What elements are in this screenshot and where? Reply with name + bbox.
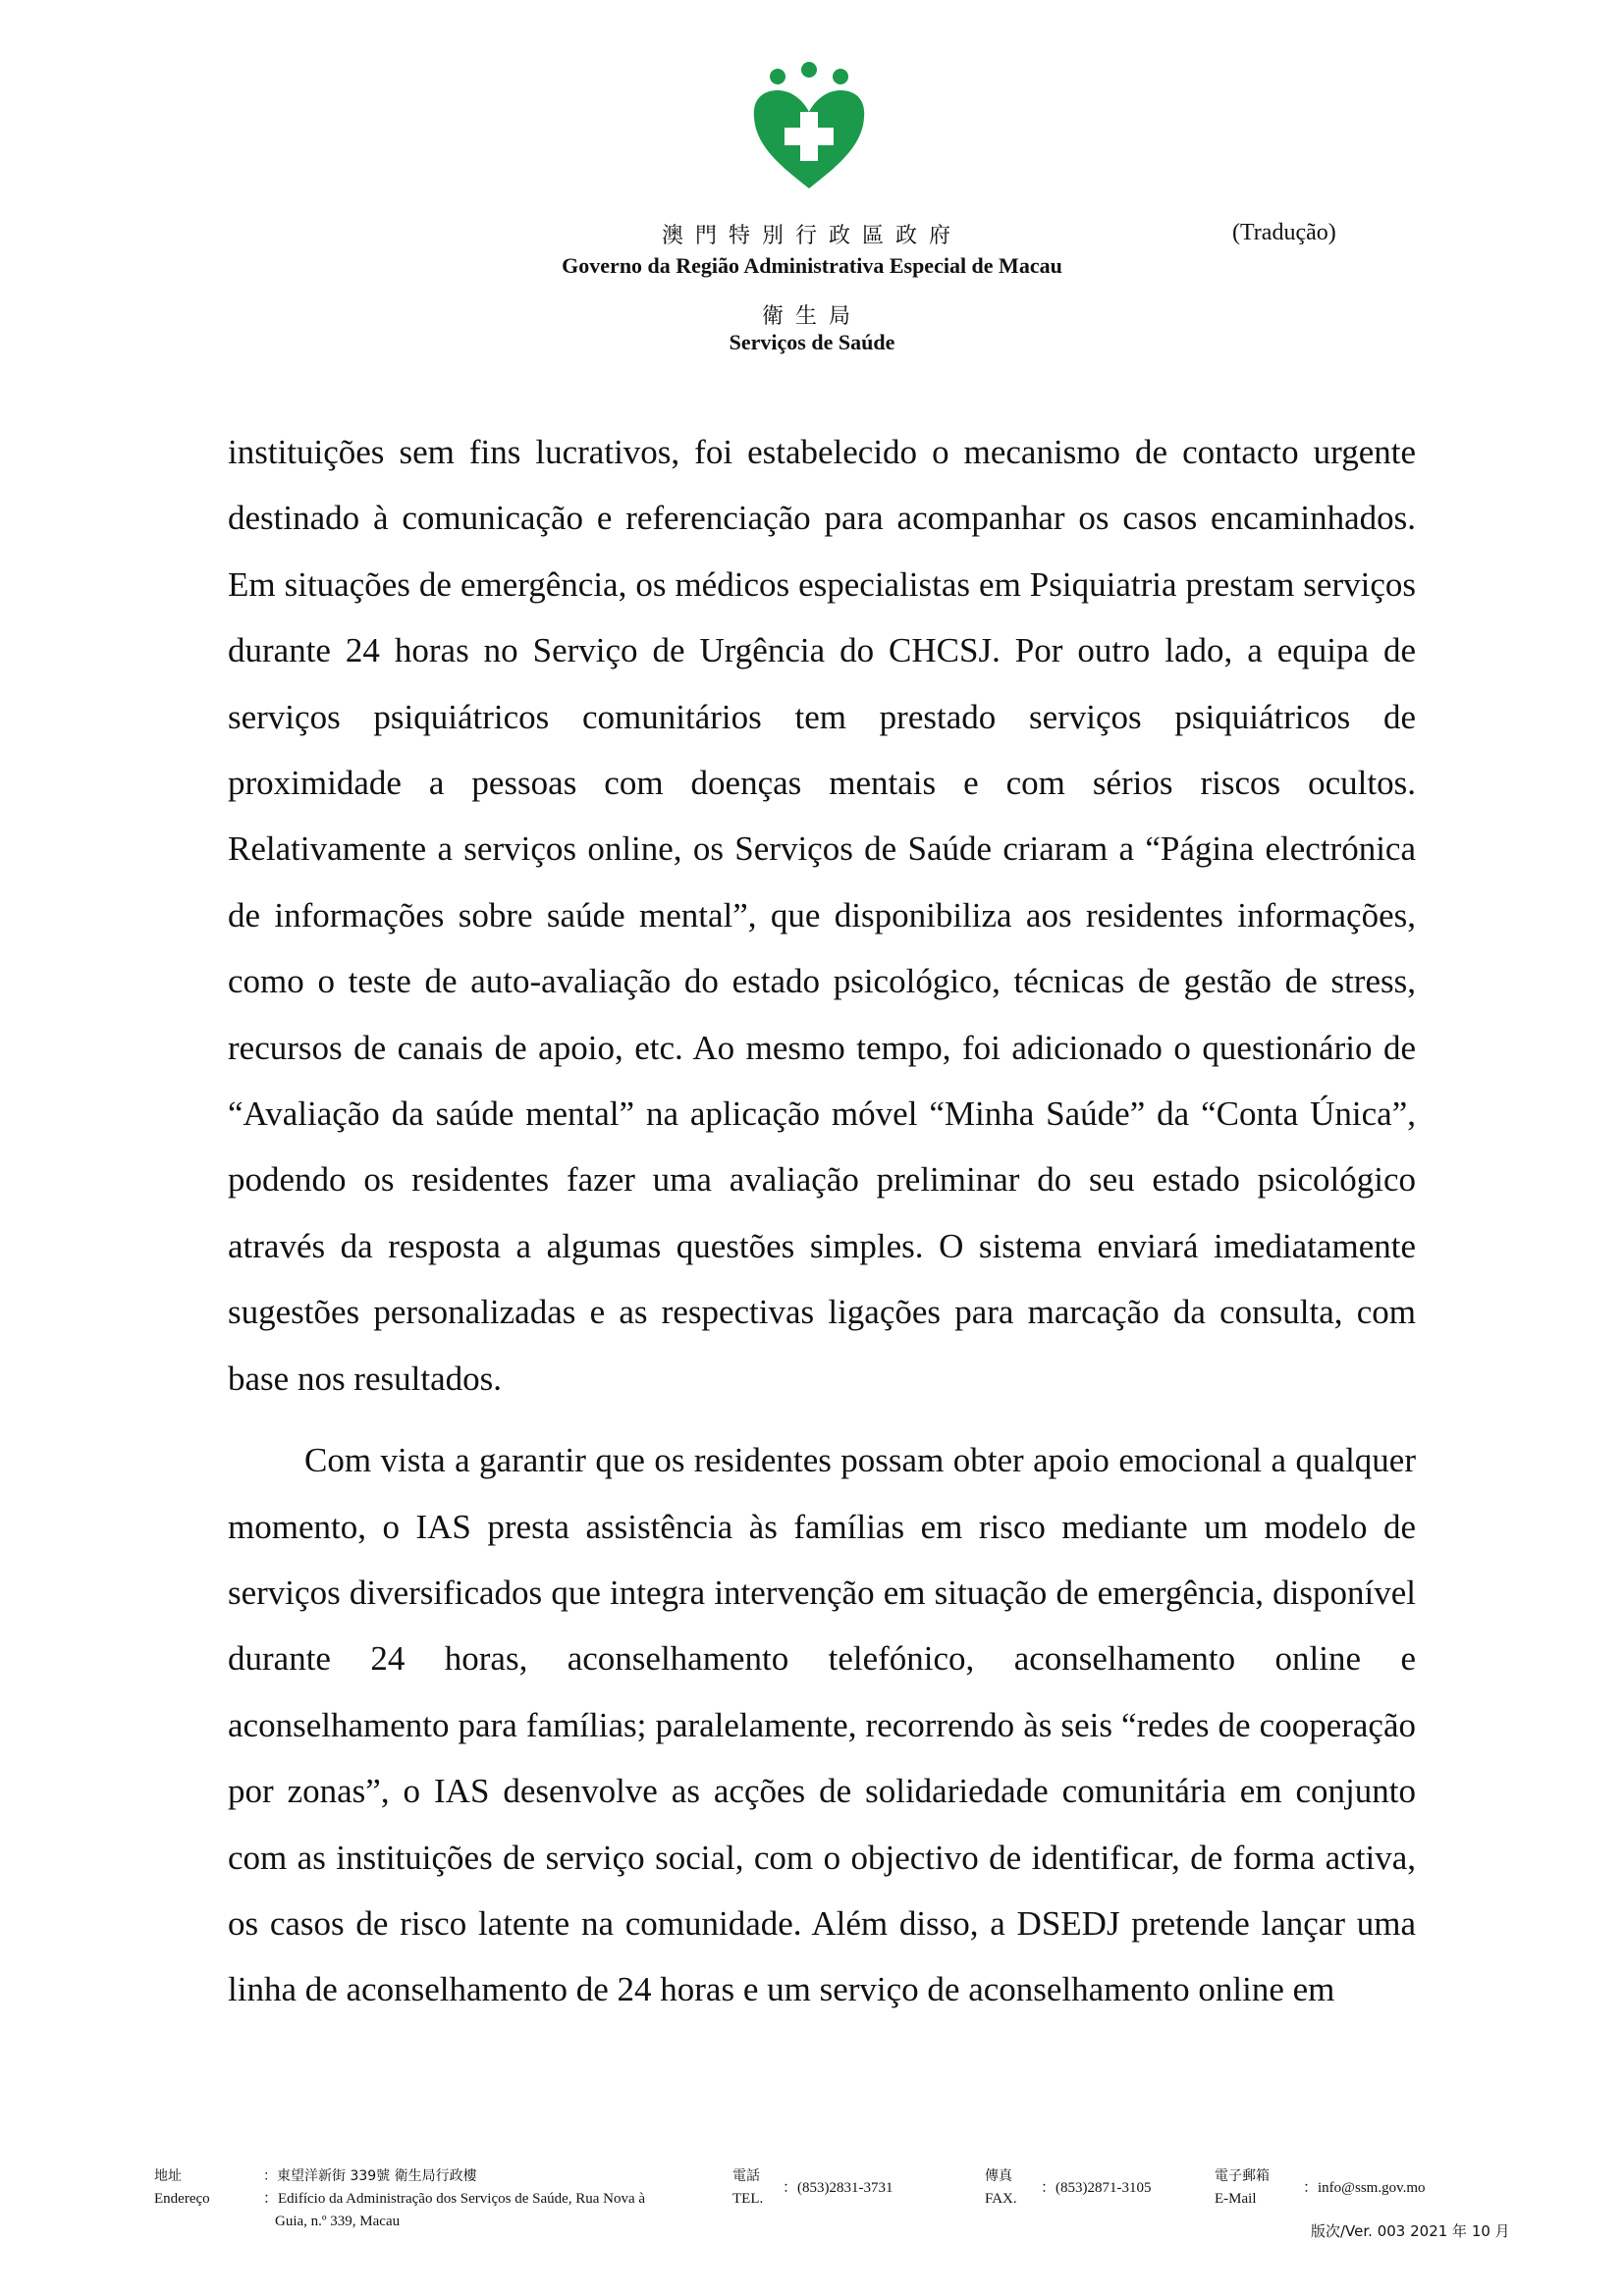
- paragraph: instituições sem fins lucrativos, foi estabelecido o mecanismo de contacto urgente destinado à comunicação e referenciação para acompanhar os casos encaminhados. Em situações de emergência, os médicos especialistas em Psiquiatria prestam serviços durante 24 horas no Serviço de Urgência do CHCSJ. Por outro lado, a equipa de serviços psiquiátricos comunitários tem prestado serviços psiquiátricos de proximidade a pessoas com doenças mentais e com sérios riscos ocultos. Relativamente a serviços online, os Serviços de Saúde criaram a “Página electrónica de informações sobre saúde mental”, que disponibiliza aos residentes informações, como o teste de auto-avaliação do estado psicológico, técnicas de gestão de stress, recursos de canais de apoio, etc. Ao mesmo tempo, foi adicionado o questionário de “Avaliação da saúde mental” na aplicação móvel “Minha Saúde” da “Conta Única”, podendo os residentes fazer uma avaliação preliminar do seu estado psicológico através da resposta a algumas questões simples. O sistema enviará imediatamente sugestões personalizadas e as respectivas ligações para marcação da consulta, com base nos resultados.: [228, 433, 1416, 1398]
- address-label: [154, 2165, 210, 2211]
- telephone-label: [732, 2165, 763, 2211]
- address-value: [263, 2165, 645, 2233]
- fax-value: ：(853)2871-3105: [1041, 2180, 1152, 2196]
- translation-note: (Tradução): [1232, 220, 1336, 245]
- address-portuguese-line-2: Guia, n.º 339, Macau: [275, 2214, 401, 2229]
- paragraph: Com vista a garantir que os residentes possam obter apoio emocional a qualquer momento, o IAS presta assistência às famílias em risco mediante um modelo de serviços diversificados que integra intervenção em situação de emergência, disponível durante 24 horas, aconselhamento telefónico, aconselhamento online e aconselhamento para famílias; paralelamente, recorrendo às seis “redes de cooperação por zonas”, o IAS desenvolve as acções de solidariedade comunitária em conjunto com as instituições de serviço social, com o objectivo de identificar, de forma activa, os casos de risco latente na comunidade. Além disso, a DSEDJ pretende lançar uma linha de aconselhamento de 24 horas e um serviço de aconselhamento online em: [228, 1441, 1416, 2009]
- government-name-chinese: 澳門特別行政區政府: [661, 224, 962, 248]
- address-label-portuguese: Endereço: [154, 2191, 210, 2207]
- version-stamp: 版次/Ver. 003 2021 年 10 月: [1311, 2222, 1510, 2240]
- telephone-label-chinese: 電話: [732, 2168, 760, 2184]
- telephone-label-portuguese: TEL.: [732, 2191, 764, 2207]
- department-name-portuguese: Serviços de Saúde: [729, 330, 895, 354]
- email-label-portuguese: E-Mail: [1215, 2191, 1257, 2207]
- fax-label-portuguese: FAX.: [985, 2191, 1017, 2207]
- telephone-value: ：(853)2831-3731: [783, 2180, 893, 2196]
- email-label: [1215, 2165, 1270, 2211]
- health-bureau-logo: [748, 61, 870, 190]
- fax-label: [985, 2165, 1017, 2211]
- address-chinese: ：東望洋新街 339號 衛生局行政樓: [263, 2168, 477, 2184]
- address-portuguese-line-1: ：Edifício da Administração dos Serviços de Saúde, Rua Nova à: [263, 2191, 646, 2207]
- department-name-chinese: 衛生局: [761, 304, 862, 329]
- email-label-chinese: 電子郵箱: [1215, 2168, 1270, 2184]
- email-value: ：info@ssm.gov.mo: [1303, 2180, 1426, 2196]
- government-name-portuguese: Governo da Região Administrativa Especial de Macau: [562, 253, 1062, 278]
- address-label-chinese: 地址: [154, 2168, 182, 2184]
- fax-label-chinese: 傳真: [985, 2168, 1012, 2184]
- document-body: [228, 419, 1416, 2023]
